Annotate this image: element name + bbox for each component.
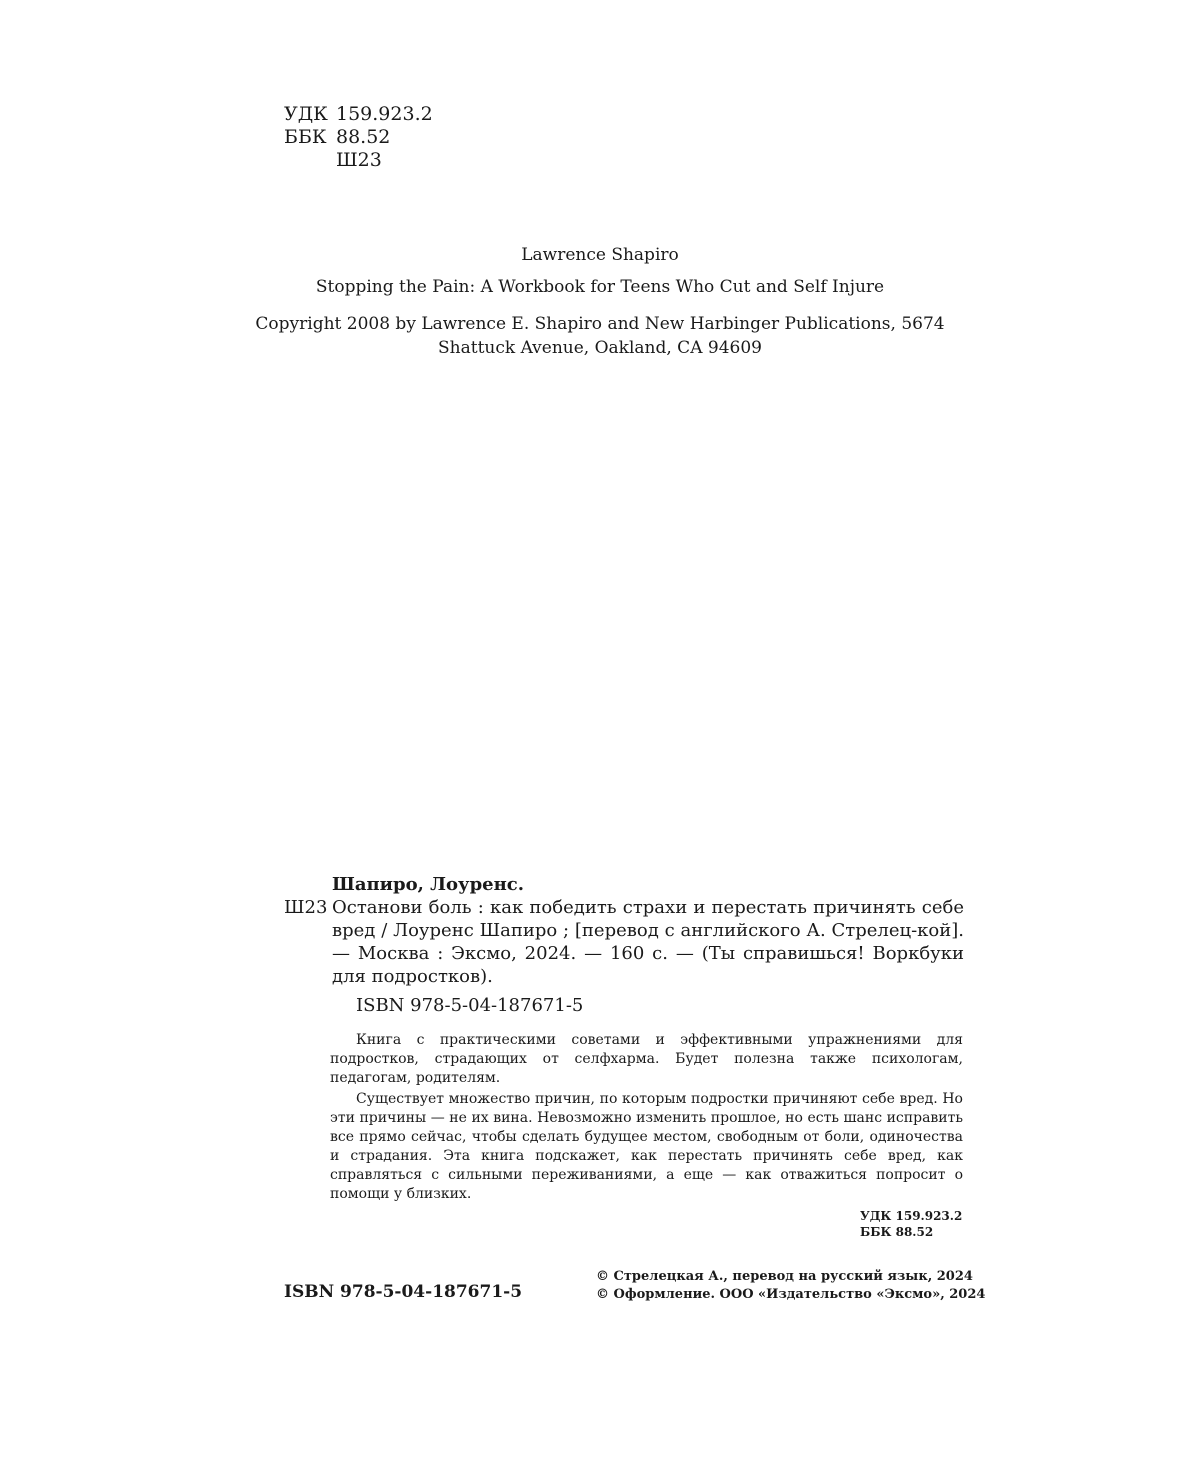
catalog-author: Шапиро, Лоуренс.	[332, 874, 525, 895]
annotation-paragraph-1: Книга с практическими советами и эффективными упражнениями для подростков, страдающих от селфхарма. Будет полезна также психологам, педагогам, родителям.	[330, 1032, 963, 1086]
bbk-value: 88.52	[336, 126, 391, 148]
original-author: Lawrence Shapiro	[521, 245, 679, 265]
catalog-entry-text: Останови боль : как победить страхи и перестать причинять себе вред / Лоуренс Шапиро ; [перевод с английского А. Стрелец-кой]. — Москва : Эксмо, 2024. — 160 с. — (Ты справишься! Воркбуки для подростков).	[332, 897, 964, 987]
bbk-label: ББК	[284, 126, 327, 148]
udk-label: УДК	[284, 103, 328, 125]
annotation-classification	[330, 1208, 963, 1240]
footer-copyrights	[596, 1268, 985, 1304]
footer-isbn: ISBN 978-5-04-187671-5	[284, 1282, 523, 1302]
cutter-code: Ш23	[336, 149, 382, 171]
bbk-row	[284, 126, 433, 149]
catalog-card	[284, 873, 964, 1017]
copyright-line-2: Shattuck Avenue, Oakland, CA 94609	[438, 338, 762, 358]
udk-value: 159.923.2	[336, 103, 433, 125]
copyright-line-1: Copyright 2008 by Lawrence E. Shapiro and New Harbinger Publications, 5674	[255, 314, 945, 334]
annotation-bbk: ББК 88.52	[860, 1225, 934, 1239]
cutter-row	[284, 149, 433, 172]
annotation-paragraph-2: Существует множество причин, по которым подростки причиняют себе вред. Но эти причины — не их вина. Невозможно изменить прошлое, но есть шанс исправить все прямо сейчас, чтобы сделать будущее местом, свободным от боли, одиночества и страдания. Эта книга подскажет, как перестать причинять себе вред, как справляться с сильными переживаниями, а еще — как отважиться попросит о помощи у близких.	[330, 1091, 963, 1202]
original-copyright	[200, 312, 1000, 360]
classification-codes	[284, 103, 433, 172]
annotation-udk: УДК 159.923.2	[860, 1209, 963, 1223]
catalog-isbn: ISBN 978-5-04-187671-5	[356, 995, 584, 1016]
original-title: Stopping the Pain: A Workbook for Teens Who Cut and Self Injure	[315, 277, 885, 297]
catalog-entry	[284, 896, 964, 988]
annotation	[330, 1031, 963, 1240]
catalog-cutter: Ш23	[284, 897, 328, 918]
udk-row	[284, 103, 433, 126]
footer-copyright-translation: © Стрелецкая А., перевод на русский язык, 2024	[596, 1269, 973, 1284]
footer-copyright-design: © Оформление. ООО «Издательство «Эксмо», 2024	[596, 1287, 986, 1302]
